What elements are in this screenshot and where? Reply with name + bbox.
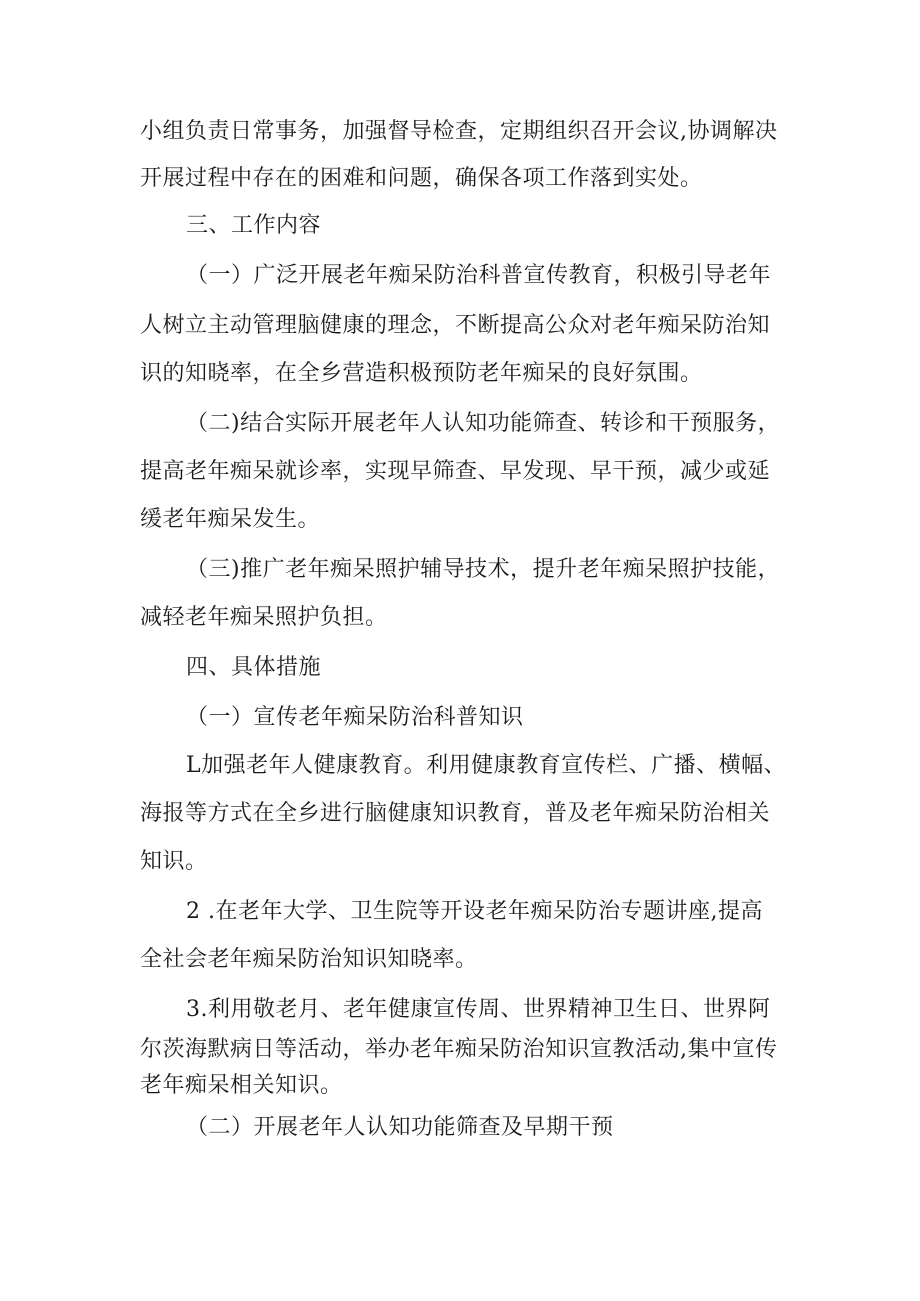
body-line: （三)推广老年痴呆照护辅导技术，提升老年痴呆照护技能， (186, 557, 781, 582)
body-line: 识的知晓率，在全乡营造积极预防老年痴呆的良好氛围。 (140, 361, 703, 386)
body-line: 开展过程中存在的困难和问题，确保各项工作落到实处。 (140, 166, 703, 191)
body-line: 人树立主动管理脑健康的理念，不断提高公众对老年痴呆防治知 (140, 313, 771, 338)
body-line: 3.利用敬老月、老年健康宣传周、世界精神卫生日、世界阿 (186, 997, 771, 1022)
body-line: 缓老年痴呆发生。 (140, 507, 321, 532)
body-line: 知识。 (140, 849, 208, 874)
body-line: 小组负责日常事务，加强督导检查，定期组织召开会议,协调解决 (140, 119, 778, 144)
body-line: 全社会老年痴呆防治知识知晓率。 (140, 947, 478, 972)
body-line: 2 .在老年大学、卫生院等开设老年痴呆防治专题讲座,提高 (186, 899, 763, 924)
body-line: L加强老年人健康教育。利用健康教育宣传栏、广播、横幅、 (186, 753, 787, 778)
subsection-heading: （二）开展老年人认知功能筛查及早期干预 (186, 1115, 614, 1140)
section-heading: 三、工作内容 (186, 213, 322, 238)
body-line: 老年痴呆相关知识。 (140, 1073, 343, 1098)
body-line: （二)结合实际开展老年人认知功能筛查、转诊和干预服务， (186, 411, 781, 436)
subsection-heading: （一）宣传老年痴呆防治科普知识 (186, 705, 524, 730)
body-line: 尔茨海默病日等活动，举办老年痴呆防治知识宣教活动,集中宣传 (140, 1037, 778, 1062)
body-line: 海报等方式在全乡进行脑健康知识教育，普及老年痴呆防治相关 (140, 801, 771, 826)
body-line: 减轻老年痴呆照护负担。 (140, 605, 388, 630)
body-line: 提高老年痴呆就诊率，实现早筛查、早发现、早干预，减少或延 (140, 459, 771, 484)
body-line: （一）广泛开展老年痴呆防治科普宣传教育，积极引导老年 (186, 263, 772, 288)
section-heading: 四、具体措施 (186, 655, 322, 680)
